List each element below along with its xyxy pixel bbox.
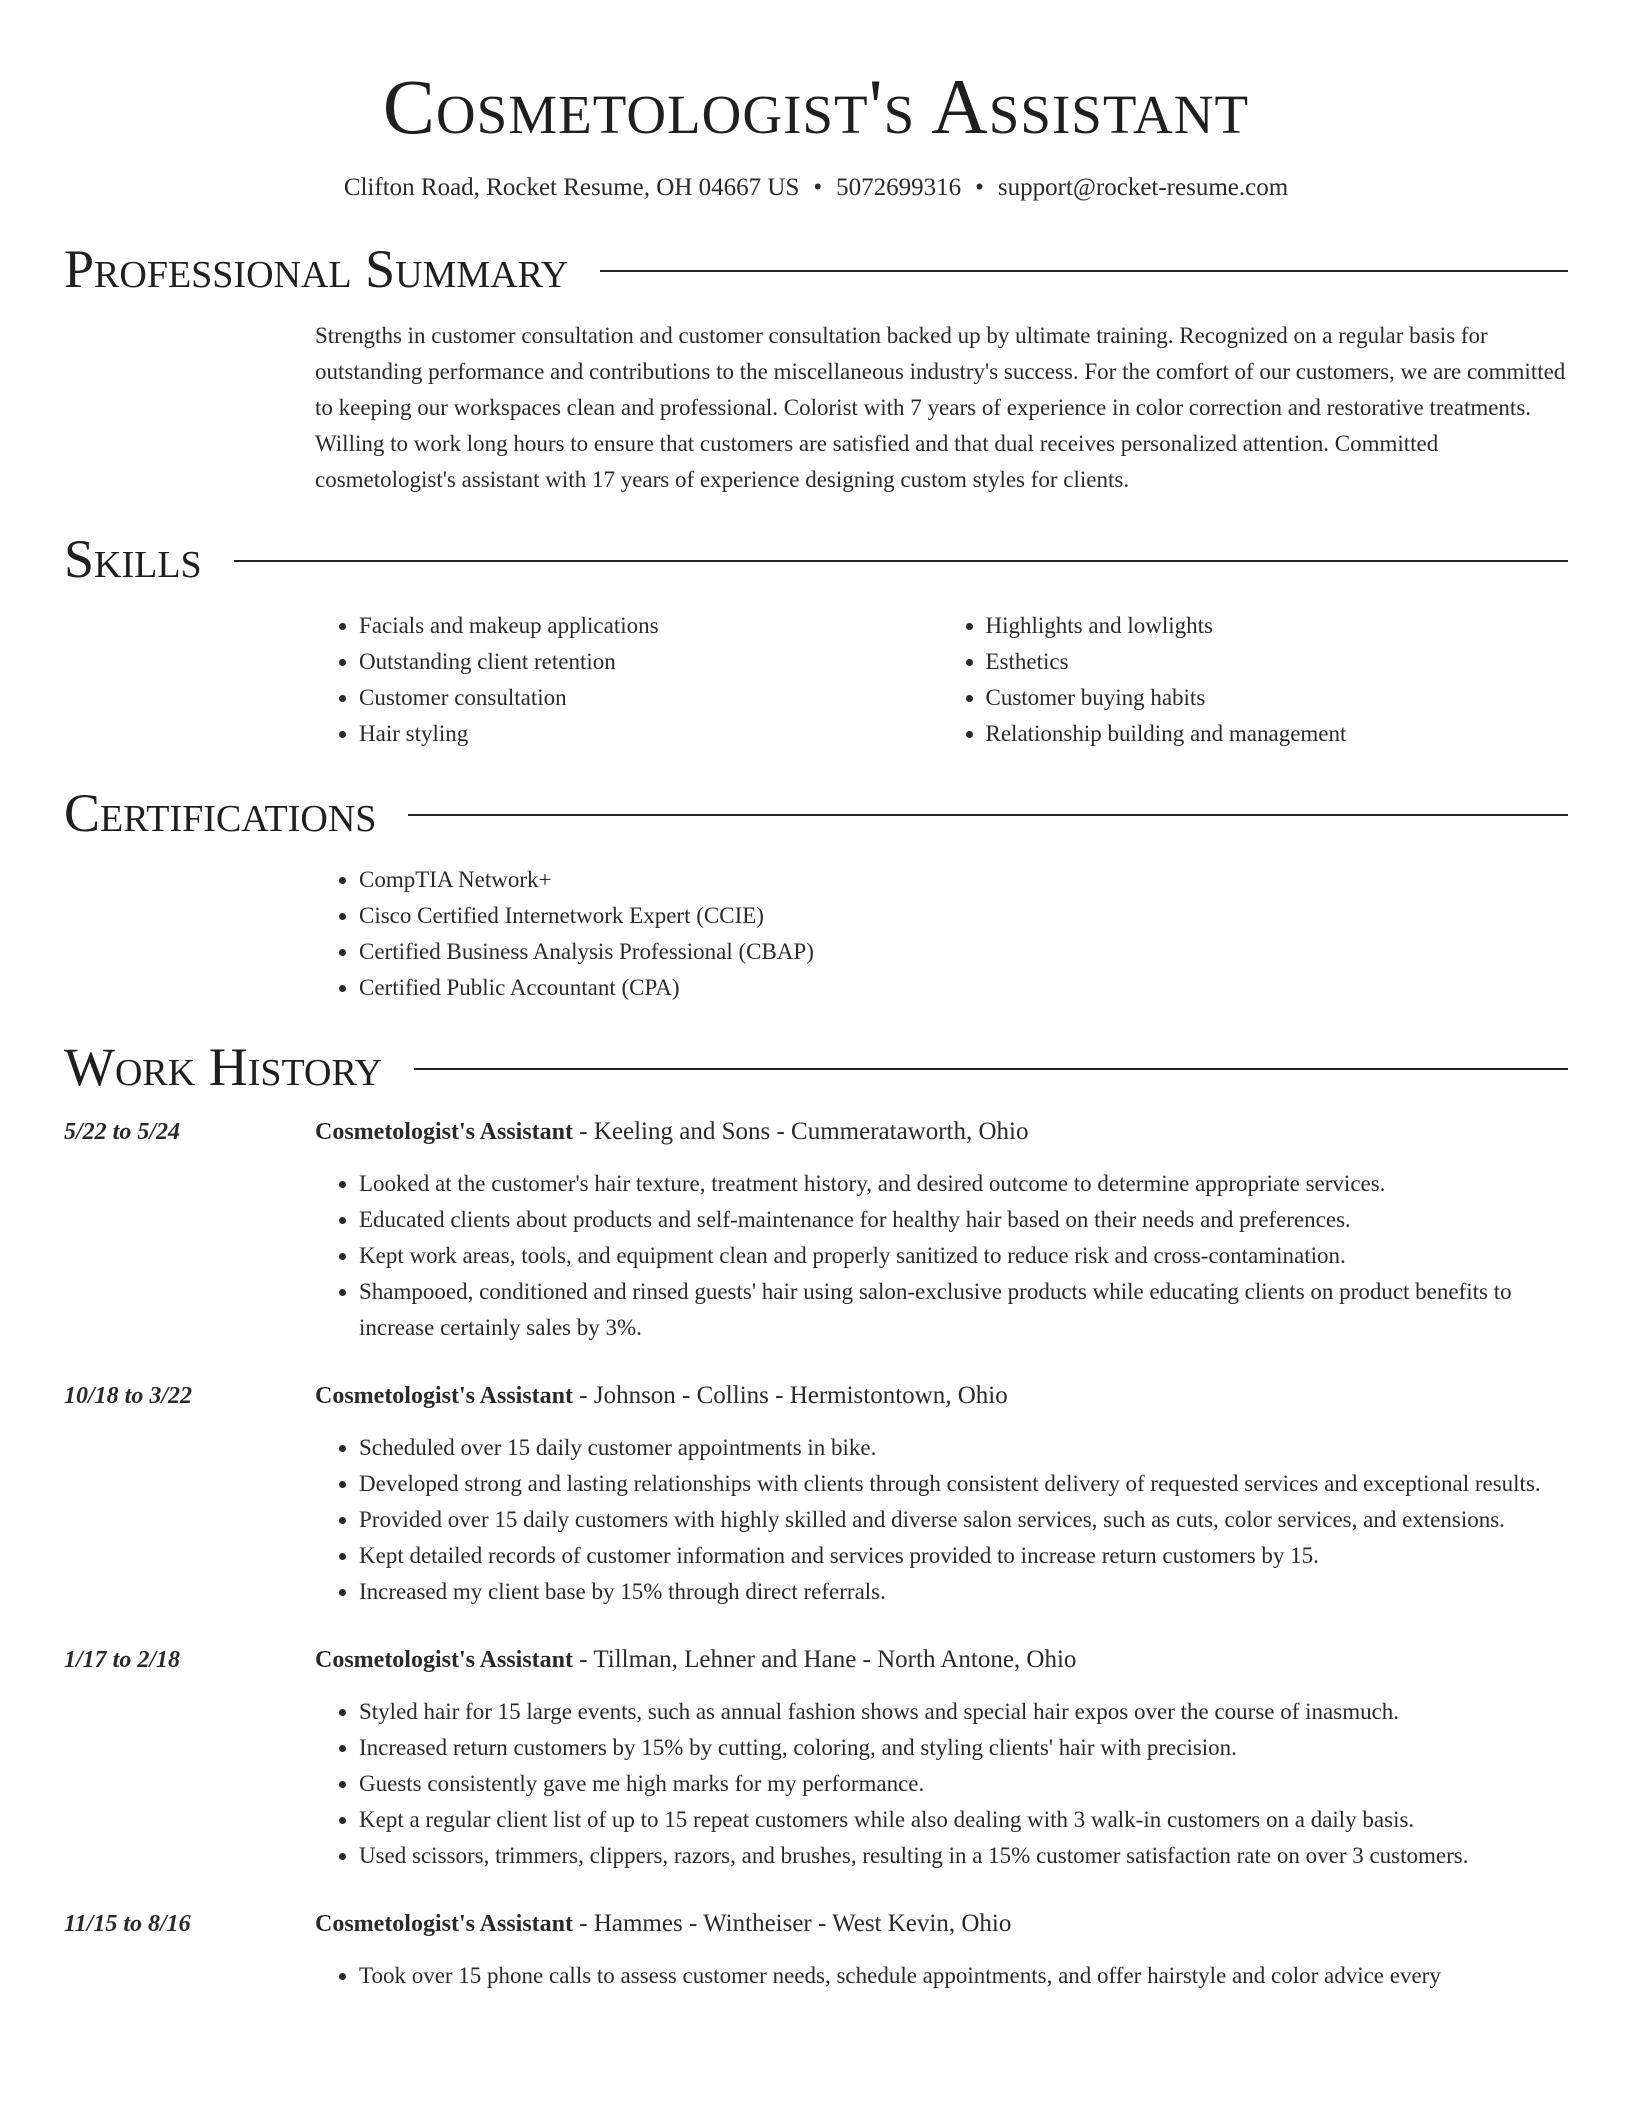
certification-item: • Certified Business Analysis Professional (CBAP) xyxy=(359,934,1568,970)
job-bullet: • Shampooed, conditioned and rinsed guests' hair using salon-exclusive products while educating clients on product benefits to increase certainly sales by 3%. xyxy=(359,1274,1568,1346)
job-body xyxy=(315,1114,1568,1346)
job-bullet: • Provided over 15 daily customers with highly skilled and diverse salon services, such as cuts, color services, and extensions. xyxy=(359,1502,1568,1538)
job-dates: 10/18 to 3/22 xyxy=(64,1383,193,1409)
job-dates: 11/15 to 8/16 xyxy=(64,1911,191,1937)
contact-separator: • xyxy=(975,174,984,201)
job-entry xyxy=(64,1906,1568,1994)
job-bullet: • Took over 15 phone calls to assess customer needs, schedule appointments, and offer hairstyle and color advice every xyxy=(359,1958,1568,1994)
job-bullet: • Scheduled over 15 daily customer appointments in bike. xyxy=(359,1430,1568,1466)
job-employer: - Tillman, Lehner and Hane - North Antone, Ohio xyxy=(573,1646,1077,1673)
certification-item: • CompTIA Network+ xyxy=(359,862,1568,898)
job-bullet: • Looked at the customer's hair texture, treatment history, and desired outcome to determine appropriate services. xyxy=(359,1166,1568,1202)
job-bullet: • Developed strong and lasting relationships with clients through consistent delivery of requested services and exceptional results. xyxy=(359,1466,1568,1502)
certification-item: • Certified Public Accountant (CPA) xyxy=(359,970,1568,1006)
job-bullet: • Kept a regular client list of up to 15 repeat customers while also dealing with 3 walk-in customers on a daily basis. xyxy=(359,1802,1568,1838)
work-heading: Work History xyxy=(64,1037,383,1097)
section-divider xyxy=(600,270,1568,272)
job-title-line xyxy=(315,1378,1568,1414)
job-bullet: • Increased return customers by 15% by cutting, coloring, and styling clients' hair with precision. xyxy=(359,1730,1568,1766)
work-section-header xyxy=(64,1036,1568,1098)
skill-item: • Customer consultation xyxy=(359,680,942,716)
certification-item: • Cisco Certified Internetwork Expert (CCIE) xyxy=(359,898,1568,934)
summary-text: Strengths in customer consultation and customer consultation backed up by ultimate training. Recognized on a regular basis for outstanding performance and contributions to the miscellaneous industry's success. For the comfort of our customers, we are committed to keeping our workspaces clean and professional. Colorist with 7 years of experience in color correction and restorative treatments. Willing to work long hours to ensure that customers are satisfied and that dual receives personalized attention. Committed cosmetologist's assistant with 17 years of experience designing custom styles for clients. xyxy=(315,323,1566,492)
job-bullet: • Increased my client base by 15% through direct referrals. xyxy=(359,1574,1568,1610)
job-dates: 5/22 to 5/24 xyxy=(64,1119,181,1145)
job-bullet: • Used scissors, trimmers, clippers, razors, and brushes, resulting in a 15% customer satisfaction rate on over 3 customers. xyxy=(359,1838,1568,1874)
summary-section-header xyxy=(64,238,1568,300)
contact-separator: • xyxy=(813,174,823,201)
skills-column-right xyxy=(942,608,1569,752)
job-entry xyxy=(64,1114,1568,1346)
contact-email[interactable]: support@rocket-resume.com xyxy=(997,174,1289,201)
job-title: Cosmetologist's Assistant xyxy=(315,1911,574,1937)
skill-item: • Outstanding client retention xyxy=(359,644,942,680)
skill-item: • Relationship building and management xyxy=(986,716,1569,752)
job-bullets xyxy=(315,1958,1568,1994)
skill-item: • Esthetics xyxy=(986,644,1569,680)
job-dates: 1/17 to 2/18 xyxy=(64,1647,181,1673)
job-body xyxy=(315,1642,1568,1874)
job-title: Cosmetologist's Assistant xyxy=(315,1383,574,1409)
section-divider xyxy=(408,814,1568,816)
job-bullet: • Kept work areas, tools, and equipment clean and properly sanitized to reduce risk and cross-contamination. xyxy=(359,1238,1568,1274)
job-employer: - Johnson - Collins - Hermistontown, Ohio xyxy=(573,1382,1008,1409)
job-body xyxy=(315,1906,1568,1994)
summary-heading: Professional Summary xyxy=(64,239,569,299)
job-bullets xyxy=(315,1166,1568,1346)
job-title-line xyxy=(315,1906,1568,1942)
job-entry xyxy=(64,1642,1568,1874)
skill-item: • Facials and makeup applications xyxy=(359,608,942,644)
job-title-line xyxy=(315,1114,1568,1150)
job-bullet: • Kept detailed records of customer information and services provided to increase return customers by 15. xyxy=(359,1538,1568,1574)
contact-line xyxy=(64,172,1568,204)
job-title: Cosmetologist's Assistant xyxy=(315,1647,574,1673)
skill-item: • Customer buying habits xyxy=(986,680,1569,716)
skills-list xyxy=(315,608,1568,752)
contact-phone: 5072699316 xyxy=(836,174,962,201)
certifications-list xyxy=(315,862,1568,1006)
job-entry xyxy=(64,1378,1568,1610)
skill-item: • Hair styling xyxy=(359,716,942,752)
section-divider xyxy=(414,1068,1568,1070)
job-bullets xyxy=(315,1430,1568,1610)
job-title-line xyxy=(315,1642,1568,1678)
job-bullets xyxy=(315,1694,1568,1874)
skills-section-header xyxy=(64,528,1568,590)
certifications-heading: Certifications xyxy=(64,783,377,843)
skills-heading: Skills xyxy=(64,529,202,589)
job-bullet: • Styled hair for 15 large events, such as annual fashion shows and special hair expos over the course of inasmuch. xyxy=(359,1694,1568,1730)
section-divider xyxy=(234,560,1568,562)
resume-page xyxy=(64,0,1568,1994)
skill-item: • Highlights and lowlights xyxy=(986,608,1569,644)
job-bullet: • Guests consistently gave me high marks for my performance. xyxy=(359,1766,1568,1802)
resume-name: Cosmetologist's Assistant xyxy=(382,63,1250,150)
skills-column-left xyxy=(315,608,942,752)
job-employer: - Hammes - Wintheiser - West Kevin, Ohio xyxy=(573,1910,1012,1937)
job-title: Cosmetologist's Assistant xyxy=(315,1119,574,1145)
contact-address: Clifton Road, Rocket Resume, OH 04667 US xyxy=(343,174,800,201)
job-body xyxy=(315,1378,1568,1610)
certifications-section-header xyxy=(64,782,1568,844)
job-bullet: • Educated clients about products and self-maintenance for healthy hair based on their needs and preferences. xyxy=(359,1202,1568,1238)
job-employer: - Keeling and Sons - Cummerataworth, Ohio xyxy=(573,1118,1029,1145)
